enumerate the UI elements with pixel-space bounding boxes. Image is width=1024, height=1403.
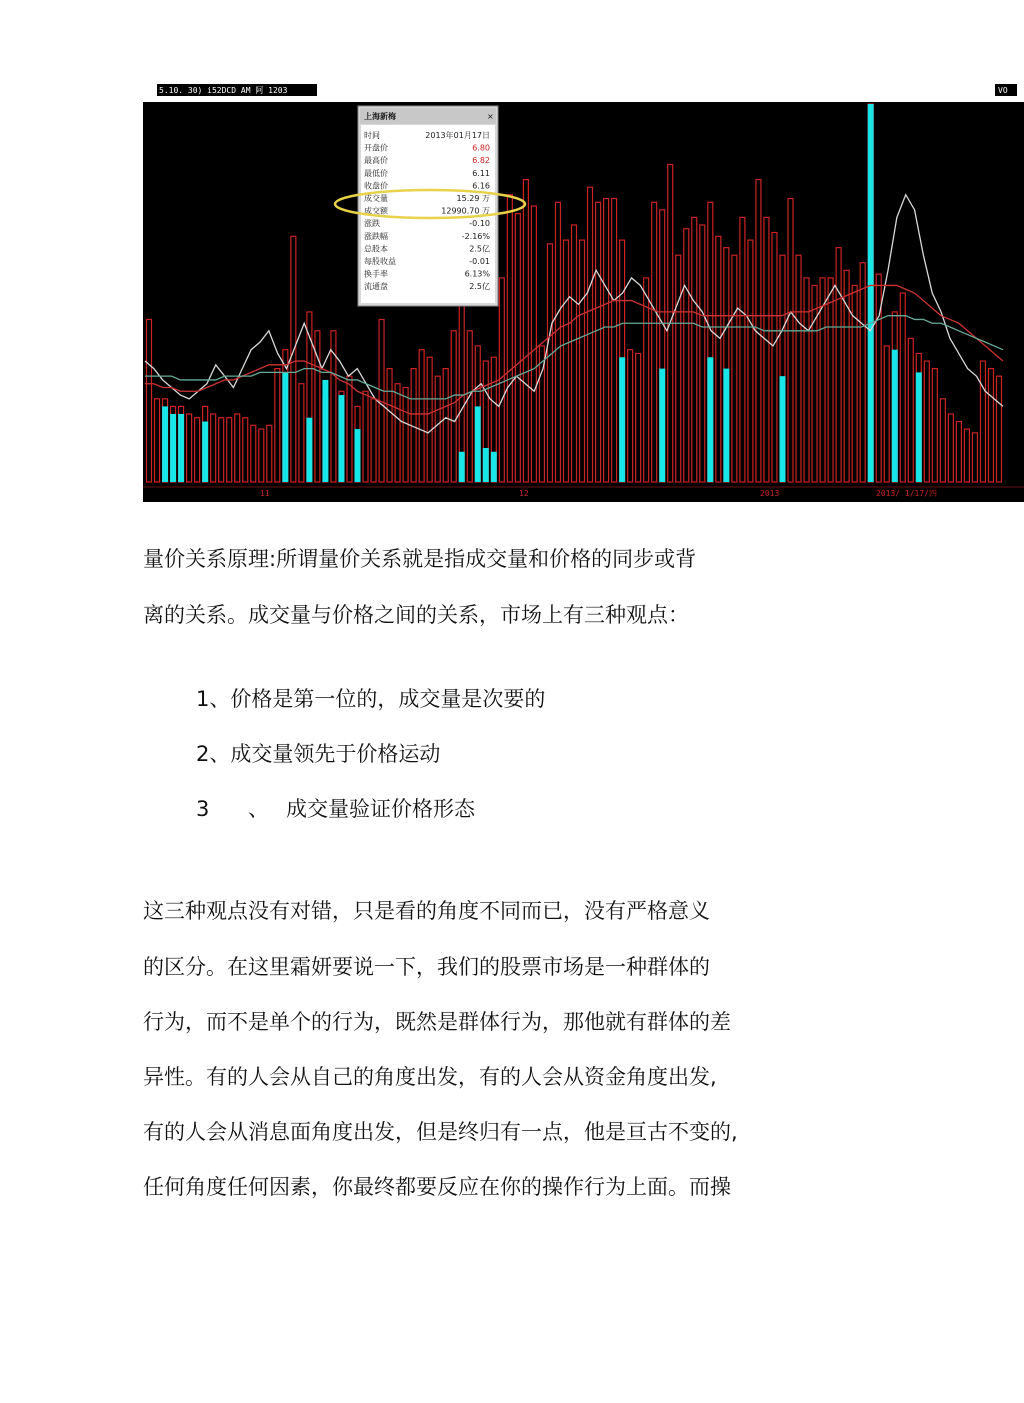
- tooltip-row-value: -0.01: [469, 257, 490, 266]
- volume-bar-down: [483, 448, 489, 482]
- volume-bar-down: [459, 452, 465, 482]
- volume-chart-svg: [143, 82, 1024, 502]
- x-tick-label: 11: [260, 489, 270, 498]
- volume-bar-down: [659, 369, 665, 482]
- tooltip-row-label: 最高价: [364, 156, 388, 166]
- paragraph-2-line: 任何角度任何因素，你最终都要反应在你的操作行为上面。而操: [143, 1175, 731, 1199]
- paragraph-1-line-2: 离的关系。成交量与价格之间的关系，市场上有三种观点：: [143, 603, 689, 627]
- x-tick-label: 12: [519, 489, 529, 498]
- x-tick-label: 2013: [760, 489, 780, 498]
- list-item-text: 成交量领先于价格运动: [230, 742, 441, 766]
- volume-bar-down: [162, 406, 168, 482]
- tooltip-close-icon[interactable]: ×: [487, 112, 494, 121]
- tooltip-row-label: 时间: [364, 131, 380, 140]
- tooltip-row-value: 2.5亿: [469, 244, 490, 254]
- data-tooltip: [358, 106, 498, 306]
- tooltip-row-value: -2.16%: [461, 231, 490, 241]
- volume-bar-down: [282, 372, 288, 482]
- volume-bar-down: [916, 372, 922, 482]
- volume-bar-down: [892, 350, 898, 482]
- tooltip-row-label: 收盘价: [364, 181, 388, 191]
- list-item-number: 3: [196, 797, 210, 821]
- tooltip-row-value: 6.80: [472, 143, 490, 153]
- header-right-text: VO: [998, 86, 1008, 95]
- paragraph-2-line: 行为，而不是单个的行为，既然是群体行为，那他就有群体的差: [143, 1010, 731, 1034]
- volume-chart: [143, 82, 1024, 502]
- tooltip-row-value: 6.16: [472, 181, 490, 191]
- paragraph-2-line: 这三种观点没有对错，只是看的角度不同而已，没有严格意义: [143, 899, 710, 923]
- volume-bar-down: [338, 395, 344, 482]
- x-tick-label: 2013/ 1/17/四: [876, 489, 937, 498]
- volume-bar-down: [868, 104, 874, 482]
- tooltip-row-label: 涨跌幅: [364, 231, 388, 241]
- paragraph-2-line: 有的人会从消息面角度出发，但是终归有一点，他是亘古不变的,: [143, 1120, 738, 1144]
- volume-bar-down: [780, 376, 786, 482]
- list-item-number: 1: [196, 687, 210, 711]
- list-item-text: 价格是第一位的，成交量是次要的: [230, 687, 546, 711]
- paragraph-2-line: 的区分。在这里霜妍要说一下，我们的股票市场是一种群体的: [143, 955, 710, 979]
- tooltip-row-value: 15.29 万: [456, 194, 490, 203]
- volume-bar-down: [170, 414, 176, 482]
- tooltip-row-label: 最低价: [364, 168, 388, 178]
- list-item-separator: 、: [209, 687, 231, 711]
- list-item: [196, 795, 475, 823]
- volume-bar-down: [178, 414, 184, 482]
- tooltip-row-label: 涨跌: [364, 219, 380, 229]
- volume-bar-down: [355, 429, 361, 482]
- tooltip-title: 上海新梅: [364, 112, 396, 121]
- header-left-text: 5.10. 30) i52DCD AM 阿 1203: [159, 86, 288, 95]
- volume-bar-down: [306, 418, 312, 482]
- tooltip-row-value: 6.13%: [464, 269, 490, 279]
- tooltip-row-value: 12990.70 万: [441, 206, 490, 216]
- tooltip-row-label: 每股收益: [364, 257, 396, 266]
- tooltip-row-label: 总股本: [364, 244, 388, 254]
- volume-bar-down: [202, 422, 208, 482]
- tooltip-row-label: 开盘价: [364, 143, 388, 153]
- volume-bar-down: [322, 380, 328, 482]
- list-item-separator: 、: [248, 797, 269, 821]
- tooltip-row-label: 换手率: [364, 269, 388, 279]
- list-item-number: 2: [196, 742, 210, 766]
- tooltip-row-label: 成交量: [364, 194, 388, 203]
- volume-bar-down: [475, 406, 481, 482]
- list-item-separator: 、: [209, 742, 231, 766]
- tooltip-row-value: -0.10: [469, 219, 490, 229]
- volume-bar-down: [491, 452, 497, 482]
- list-item: [196, 740, 440, 768]
- tooltip-row-label: 流通盘: [364, 282, 388, 292]
- tooltip-row-value: 2013年01月17日: [425, 131, 490, 140]
- tooltip-row-value: 6.11: [472, 168, 490, 178]
- tooltip-row-value: 6.82: [472, 156, 490, 166]
- tooltip-row-label: 成交额: [364, 206, 388, 216]
- volume-bar-down: [619, 357, 625, 482]
- paragraph-2-line: 异性。有的人会从自己的角度出发，有的人会从资金角度出发,: [143, 1065, 717, 1089]
- list-item-text: 成交量验证价格形态: [286, 797, 475, 821]
- tooltip-row-value: 2.5亿: [469, 282, 490, 292]
- paragraph-1-line-1: 量价关系原理:所谓量价关系就是指成交量和价格的同步或背: [143, 547, 697, 571]
- volume-bar-down: [723, 369, 729, 482]
- list-item: [196, 685, 545, 713]
- volume-bar-down: [707, 357, 713, 482]
